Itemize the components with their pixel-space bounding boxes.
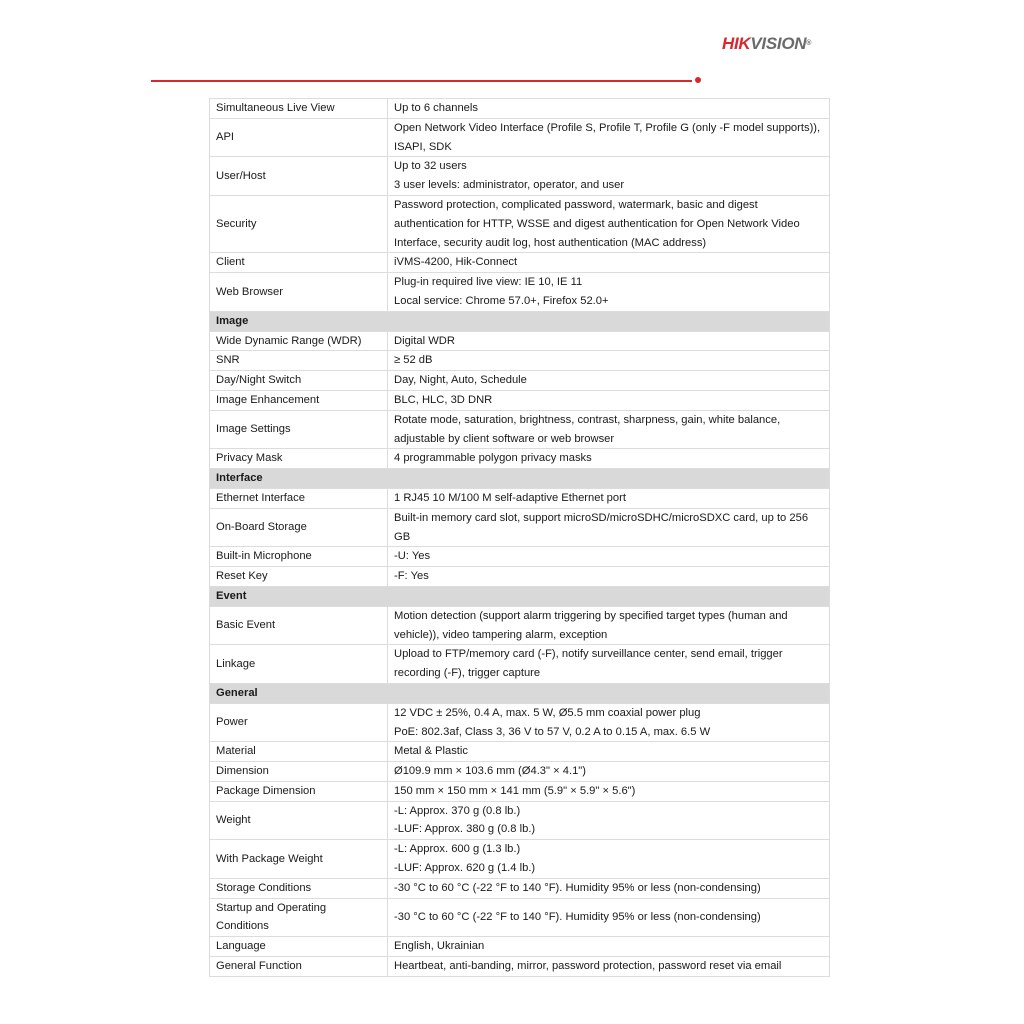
spec-row bbox=[210, 840, 830, 879]
logo-registered: ® bbox=[806, 40, 812, 47]
spec-value-line: Up to 6 channels bbox=[394, 102, 478, 114]
spec-value-line: Ø109.9 mm × 103.6 mm (Ø4.3" × 4.1") bbox=[394, 765, 586, 778]
spec-label: User/Host bbox=[210, 157, 388, 196]
spec-value-line: ISAPI, SDK bbox=[394, 140, 452, 153]
spec-value bbox=[388, 781, 830, 801]
spec-value-line: Day, Night, Auto, Schedule bbox=[394, 374, 527, 387]
spec-label: Dimension bbox=[210, 762, 388, 782]
spec-label: Startup and Operating Conditions bbox=[210, 898, 388, 937]
spec-value bbox=[388, 157, 830, 196]
spec-label: Package Dimension bbox=[210, 781, 388, 801]
spec-row bbox=[210, 801, 830, 840]
spec-label: Basic Event bbox=[210, 606, 388, 645]
spec-label: Simultaneous Live View bbox=[210, 99, 388, 119]
section-title: Event bbox=[210, 586, 830, 606]
spec-row bbox=[210, 762, 830, 782]
spec-row bbox=[210, 645, 830, 684]
spec-row bbox=[210, 508, 830, 547]
spec-value bbox=[388, 878, 830, 898]
spec-value-line: recording (-F), trigger capture bbox=[394, 667, 541, 680]
section-title: Interface bbox=[210, 469, 830, 489]
spec-row bbox=[210, 195, 830, 252]
spec-value-line: vehicle)), video tampering alarm, exception bbox=[394, 628, 608, 641]
spec-value-line: Upload to FTP/memory card (-F), notify surveillance center, send email, trigger bbox=[394, 648, 783, 661]
spec-row bbox=[210, 703, 830, 742]
spec-value bbox=[388, 567, 830, 587]
spec-label: General Function bbox=[210, 957, 388, 977]
spec-label: Ethernet Interface bbox=[210, 488, 388, 508]
spec-row bbox=[210, 273, 830, 312]
section-header bbox=[210, 586, 830, 606]
spec-label: Material bbox=[210, 742, 388, 762]
spec-label: Wide Dynamic Range (WDR) bbox=[210, 331, 388, 351]
spec-label: Reset Key bbox=[210, 567, 388, 587]
spec-label: Image Settings bbox=[210, 410, 388, 449]
spec-value bbox=[388, 331, 830, 351]
spec-value bbox=[388, 801, 830, 840]
spec-value bbox=[388, 371, 830, 391]
spec-value bbox=[388, 351, 830, 371]
spec-value bbox=[388, 195, 830, 252]
spec-label: With Package Weight bbox=[210, 840, 388, 879]
spec-value bbox=[388, 703, 830, 742]
spec-row bbox=[210, 118, 830, 157]
spec-label: API bbox=[210, 118, 388, 157]
spec-value-line: Motion detection (support alarm triggering by specified target types (human and bbox=[394, 609, 788, 622]
spec-label: Language bbox=[210, 937, 388, 957]
spec-value-line: -U: Yes bbox=[394, 550, 431, 563]
spec-label: Power bbox=[210, 703, 388, 742]
spec-value-line: Password protection, complicated password, watermark, basic and digest bbox=[394, 198, 758, 211]
spec-value-line: English, Ukrainian bbox=[394, 940, 485, 953]
logo-vision: VISION bbox=[750, 34, 807, 53]
spec-value-line: -F: Yes bbox=[394, 570, 429, 583]
spec-value-line: Open Network Video Interface (Profile S, Profile T, Profile G (only -F model supports)), bbox=[394, 121, 821, 134]
header-divider-dot bbox=[695, 77, 701, 83]
spec-label: Web Browser bbox=[210, 273, 388, 312]
hikvision-logo bbox=[722, 34, 811, 54]
spec-row bbox=[210, 371, 830, 391]
spec-value-line: -LUF: Approx. 620 g (1.4 lb.) bbox=[394, 862, 536, 875]
spec-label: Image Enhancement bbox=[210, 390, 388, 410]
spec-value bbox=[388, 253, 830, 273]
spec-value bbox=[388, 957, 830, 977]
spec-label: Privacy Mask bbox=[210, 449, 388, 469]
spec-value-line: Heartbeat, anti-banding, mirror, password protection, password reset via email bbox=[394, 960, 782, 973]
spec-value bbox=[388, 449, 830, 469]
spec-value bbox=[388, 508, 830, 547]
spec-value-line: -30 °C to 60 °C (-22 °F to 140 °F). Humidity 95% or less (non-condensing) bbox=[394, 881, 761, 894]
spec-label: Client bbox=[210, 253, 388, 273]
spec-value bbox=[388, 742, 830, 762]
spec-row bbox=[210, 410, 830, 449]
section-header bbox=[210, 311, 830, 331]
spec-value-line: iVMS-4200, Hik-Connect bbox=[394, 256, 518, 269]
spec-value-line: Plug-in required live view: IE 10, IE 11 bbox=[394, 276, 583, 289]
spec-value-line: -LUF: Approx. 380 g (0.8 lb.) bbox=[394, 823, 536, 836]
spec-value-line: 3 user levels: administrator, operator, and user bbox=[394, 179, 625, 192]
spec-value bbox=[388, 762, 830, 782]
spec-value-line: 4 programmable polygon privacy masks bbox=[394, 452, 592, 465]
header-divider bbox=[151, 80, 692, 82]
spec-row bbox=[210, 898, 830, 937]
spec-value-line: 150 mm × 150 mm × 141 mm (5.9" × 5.9" × 5.6") bbox=[394, 784, 636, 797]
spec-value-line: authentication for HTTP, WSSE and digest authentication for Open Network Video bbox=[394, 217, 800, 230]
spec-row bbox=[210, 742, 830, 762]
spec-value-line: -L: Approx. 370 g (0.8 lb.) bbox=[394, 804, 521, 817]
spec-value-line: Built-in memory card slot, support microSD/microSDHC/microSDXC card, up to 256 GB bbox=[394, 511, 809, 543]
spec-table bbox=[209, 98, 830, 977]
spec-value-line: BLC, HLC, 3D DNR bbox=[394, 393, 493, 406]
spec-value-line: ≥ 52 dB bbox=[394, 354, 433, 367]
spec-value bbox=[388, 547, 830, 567]
spec-value bbox=[388, 273, 830, 312]
spec-row bbox=[210, 488, 830, 508]
spec-row bbox=[210, 878, 830, 898]
spec-row bbox=[210, 449, 830, 469]
spec-row bbox=[210, 957, 830, 977]
spec-value-line: Rotate mode, saturation, brightness, contrast, sharpness, gain, white balance, bbox=[394, 413, 781, 426]
spec-row bbox=[210, 157, 830, 196]
spec-value bbox=[388, 606, 830, 645]
spec-label: Weight bbox=[210, 801, 388, 840]
section-title: Image bbox=[210, 311, 830, 331]
spec-label: On-Board Storage bbox=[210, 508, 388, 547]
section-header bbox=[210, 683, 830, 703]
spec-value-line: Local service: Chrome 57.0+, Firefox 52.0+ bbox=[394, 294, 609, 307]
spec-row bbox=[210, 351, 830, 371]
spec-value bbox=[388, 840, 830, 879]
spec-row bbox=[210, 547, 830, 567]
spec-row bbox=[210, 937, 830, 957]
spec-value-line: -30 °C to 60 °C (-22 °F to 140 °F). Humidity 95% or less (non-condensing) bbox=[394, 911, 761, 924]
section-header bbox=[210, 469, 830, 489]
spec-value bbox=[388, 898, 830, 937]
spec-label: Storage Conditions bbox=[210, 878, 388, 898]
spec-value-line: Interface, security audit log, host authentication (MAC address) bbox=[394, 236, 707, 249]
spec-value-line: Up to 32 users bbox=[394, 160, 467, 173]
spec-value bbox=[388, 99, 830, 119]
spec-value-line: 1 RJ45 10 M/100 M self-adaptive Ethernet port bbox=[394, 491, 626, 504]
spec-label: SNR bbox=[210, 351, 388, 371]
spec-row bbox=[210, 567, 830, 587]
logo-hik: HIK bbox=[722, 34, 751, 53]
spec-row bbox=[210, 331, 830, 351]
spec-row bbox=[210, 99, 830, 119]
spec-value bbox=[388, 645, 830, 684]
spec-label: Security bbox=[210, 195, 388, 252]
spec-label: Built-in Microphone bbox=[210, 547, 388, 567]
spec-table-body bbox=[210, 99, 830, 977]
spec-value-line: 12 VDC ± 25%, 0.4 A, max. 5 W, Ø5.5 mm coaxial power plug bbox=[394, 706, 701, 719]
section-title: General bbox=[210, 683, 830, 703]
spec-value bbox=[388, 488, 830, 508]
spec-row bbox=[210, 390, 830, 410]
spec-row bbox=[210, 253, 830, 273]
spec-value-line: Metal & Plastic bbox=[394, 745, 468, 758]
spec-label: Linkage bbox=[210, 645, 388, 684]
spec-value-line: Digital WDR bbox=[394, 334, 455, 347]
spec-value-line: -L: Approx. 600 g (1.3 lb.) bbox=[394, 843, 521, 856]
spec-label: Day/Night Switch bbox=[210, 371, 388, 391]
spec-value bbox=[388, 390, 830, 410]
spec-value bbox=[388, 410, 830, 449]
spec-value-line: adjustable by client software or web browser bbox=[394, 432, 615, 445]
spec-row bbox=[210, 606, 830, 645]
spec-value bbox=[388, 937, 830, 957]
spec-row bbox=[210, 781, 830, 801]
spec-value bbox=[388, 118, 830, 157]
spec-value-line: PoE: 802.3af, Class 3, 36 V to 57 V, 0.2 A to 0.15 A, max. 6.5 W bbox=[394, 725, 711, 738]
